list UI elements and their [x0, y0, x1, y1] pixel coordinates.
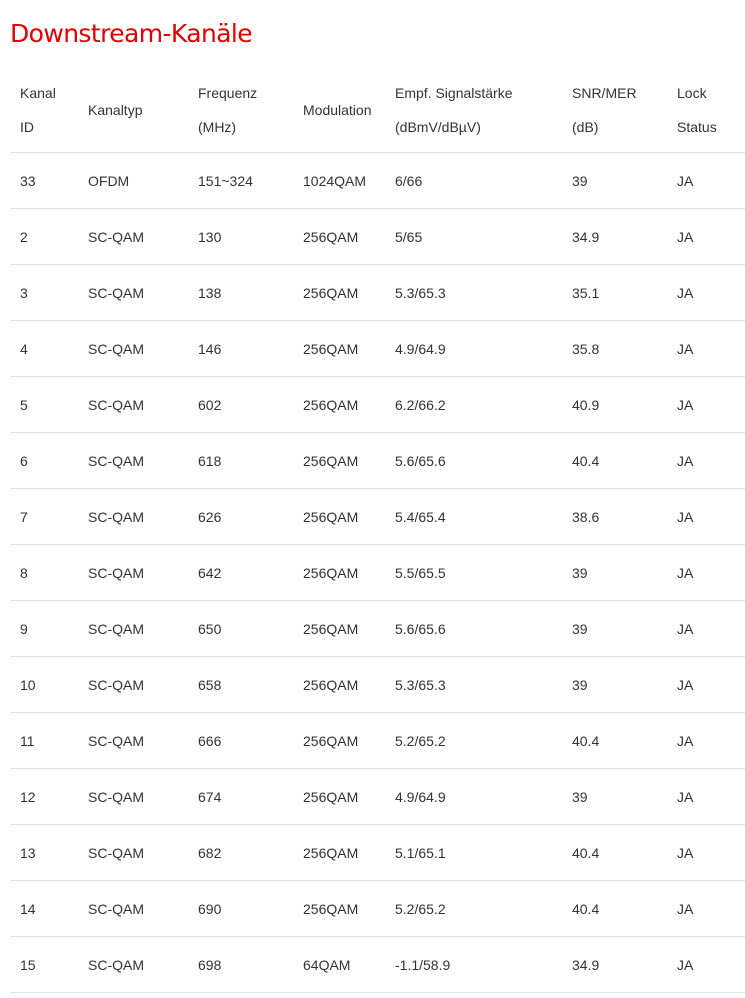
cell-signal-strength: 5.6/65.6 [385, 601, 562, 657]
cell-lock-status: JA [667, 769, 745, 825]
cell-channel-type: SC-QAM [78, 713, 188, 769]
downstream-channel-table [10, 68, 745, 993]
cell-modulation: 256QAM [293, 321, 385, 377]
cell-lock-status: JA [667, 657, 745, 713]
cell-frequency: 130 [188, 209, 293, 265]
cell-signal-strength: 5.2/65.2 [385, 881, 562, 937]
cell-snr-mer: 40.4 [562, 825, 667, 881]
cell-channel-type: SC-QAM [78, 937, 188, 993]
cell-channel-type: SC-QAM [78, 489, 188, 545]
cell-frequency: 682 [188, 825, 293, 881]
cell-channel-id: 3 [10, 265, 78, 321]
cell-channel-type: OFDM [78, 153, 188, 209]
header-sublabel: (MHz) [198, 119, 237, 135]
cell-modulation: 64QAM [293, 937, 385, 993]
header-label: Frequenz [198, 85, 258, 101]
cell-channel-id: 6 [10, 433, 78, 489]
cell-channel-id: 11 [10, 713, 78, 769]
cell-frequency: 138 [188, 265, 293, 321]
cell-channel-id: 14 [10, 881, 78, 937]
table-row [10, 657, 745, 713]
cell-modulation: 256QAM [293, 377, 385, 433]
cell-lock-status: JA [667, 713, 745, 769]
cell-lock-status: JA [667, 545, 745, 601]
cell-signal-strength: 6.2/66.2 [385, 377, 562, 433]
cell-lock-status: JA [667, 881, 745, 937]
header-sublabel: (dB) [572, 119, 599, 135]
header-modulation [293, 68, 385, 153]
cell-channel-type: SC-QAM [78, 433, 188, 489]
header-snr-mer [562, 68, 667, 153]
cell-channel-type: SC-QAM [78, 657, 188, 713]
cell-lock-status: JA [667, 601, 745, 657]
cell-lock-status: JA [667, 321, 745, 377]
table-row [10, 937, 745, 993]
header-row [10, 68, 745, 153]
cell-channel-type: SC-QAM [78, 209, 188, 265]
header-channel-id [10, 68, 78, 153]
cell-channel-type: SC-QAM [78, 321, 188, 377]
cell-snr-mer: 35.8 [562, 321, 667, 377]
table-row [10, 265, 745, 321]
table-row [10, 713, 745, 769]
cell-lock-status: JA [667, 433, 745, 489]
cell-snr-mer: 40.4 [562, 433, 667, 489]
header-label: Kanal [20, 85, 56, 101]
table-row [10, 377, 745, 433]
cell-frequency: 698 [188, 937, 293, 993]
cell-lock-status: JA [667, 265, 745, 321]
cell-signal-strength: 4.9/64.9 [385, 769, 562, 825]
cell-snr-mer: 35.1 [562, 265, 667, 321]
cell-snr-mer: 39 [562, 657, 667, 713]
table-row [10, 489, 745, 545]
cell-snr-mer: 39 [562, 601, 667, 657]
cell-signal-strength: 5/65 [385, 209, 562, 265]
cell-signal-strength: 5.4/65.4 [385, 489, 562, 545]
cell-channel-id: 2 [10, 209, 78, 265]
cell-signal-strength: 6/66 [385, 153, 562, 209]
cell-modulation: 256QAM [293, 601, 385, 657]
cell-snr-mer: 34.9 [562, 209, 667, 265]
cell-channel-id: 7 [10, 489, 78, 545]
cell-channel-type: SC-QAM [78, 377, 188, 433]
cell-channel-type: SC-QAM [78, 881, 188, 937]
page-title: Downstream-Kanäle [10, 19, 253, 48]
table-row [10, 601, 745, 657]
cell-lock-status: JA [667, 825, 745, 881]
cell-channel-id: 8 [10, 545, 78, 601]
cell-modulation: 1024QAM [293, 153, 385, 209]
cell-frequency: 650 [188, 601, 293, 657]
table-row [10, 825, 745, 881]
header-lock-status [667, 68, 745, 153]
cell-channel-id: 5 [10, 377, 78, 433]
cell-modulation: 256QAM [293, 209, 385, 265]
cell-channel-id: 9 [10, 601, 78, 657]
header-frequency [188, 68, 293, 153]
cell-snr-mer: 39 [562, 153, 667, 209]
cell-lock-status: JA [667, 489, 745, 545]
header-sublabel: Status [677, 119, 717, 135]
cell-lock-status: JA [667, 153, 745, 209]
cell-signal-strength: 4.9/64.9 [385, 321, 562, 377]
table-header [10, 68, 745, 153]
cell-frequency: 666 [188, 713, 293, 769]
cell-modulation: 256QAM [293, 489, 385, 545]
cell-lock-status: JA [667, 209, 745, 265]
cell-channel-id: 13 [10, 825, 78, 881]
cell-snr-mer: 39 [562, 769, 667, 825]
cell-channel-type: SC-QAM [78, 825, 188, 881]
cell-frequency: 690 [188, 881, 293, 937]
cell-signal-strength: 5.3/65.3 [385, 657, 562, 713]
cell-snr-mer: 39 [562, 545, 667, 601]
cell-signal-strength: 5.2/65.2 [385, 713, 562, 769]
cell-snr-mer: 38.6 [562, 489, 667, 545]
header-channel-type [78, 68, 188, 153]
cell-modulation: 256QAM [293, 265, 385, 321]
table-row [10, 209, 745, 265]
cell-signal-strength: 5.6/65.6 [385, 433, 562, 489]
table-row [10, 769, 745, 825]
table-body [10, 153, 745, 993]
header-sublabel: ID [20, 119, 34, 135]
table-row [10, 321, 745, 377]
cell-frequency: 602 [188, 377, 293, 433]
cell-modulation: 256QAM [293, 825, 385, 881]
cell-signal-strength: 5.3/65.3 [385, 265, 562, 321]
cell-channel-type: SC-QAM [78, 545, 188, 601]
cell-lock-status: JA [667, 937, 745, 993]
table-row [10, 153, 745, 209]
cell-channel-type: SC-QAM [78, 601, 188, 657]
cell-frequency: 658 [188, 657, 293, 713]
cell-channel-id: 15 [10, 937, 78, 993]
table-row [10, 545, 745, 601]
header-signal-strength [385, 68, 562, 153]
cell-modulation: 256QAM [293, 657, 385, 713]
cell-snr-mer: 40.4 [562, 881, 667, 937]
cell-signal-strength: 5.1/65.1 [385, 825, 562, 881]
cell-modulation: 256QAM [293, 545, 385, 601]
cell-frequency: 642 [188, 545, 293, 601]
cell-channel-type: SC-QAM [78, 769, 188, 825]
cell-channel-id: 33 [10, 153, 78, 209]
table-row [10, 433, 745, 489]
cell-channel-id: 4 [10, 321, 78, 377]
header-label: SNR/MER [572, 85, 637, 101]
cell-snr-mer: 34.9 [562, 937, 667, 993]
cell-frequency: 618 [188, 433, 293, 489]
cell-frequency: 151~324 [188, 153, 293, 209]
cell-modulation: 256QAM [293, 769, 385, 825]
cell-snr-mer: 40.4 [562, 713, 667, 769]
cell-lock-status: JA [667, 377, 745, 433]
cell-modulation: 256QAM [293, 433, 385, 489]
cell-frequency: 626 [188, 489, 293, 545]
header-label: Lock [677, 85, 707, 101]
header-label: Kanaltyp [88, 102, 143, 118]
cell-signal-strength: 5.5/65.5 [385, 545, 562, 601]
cell-channel-type: SC-QAM [78, 265, 188, 321]
cell-channel-id: 12 [10, 769, 78, 825]
cell-frequency: 674 [188, 769, 293, 825]
cell-frequency: 146 [188, 321, 293, 377]
cell-modulation: 256QAM [293, 881, 385, 937]
header-label: Empf. Signalstärke [395, 85, 513, 101]
header-sublabel: (dBmV/dBµV) [395, 119, 481, 135]
table-row [10, 881, 745, 937]
cell-signal-strength: -1.1/58.9 [385, 937, 562, 993]
cell-modulation: 256QAM [293, 713, 385, 769]
cell-snr-mer: 40.9 [562, 377, 667, 433]
cell-channel-id: 10 [10, 657, 78, 713]
header-label: Modulation [303, 102, 372, 118]
